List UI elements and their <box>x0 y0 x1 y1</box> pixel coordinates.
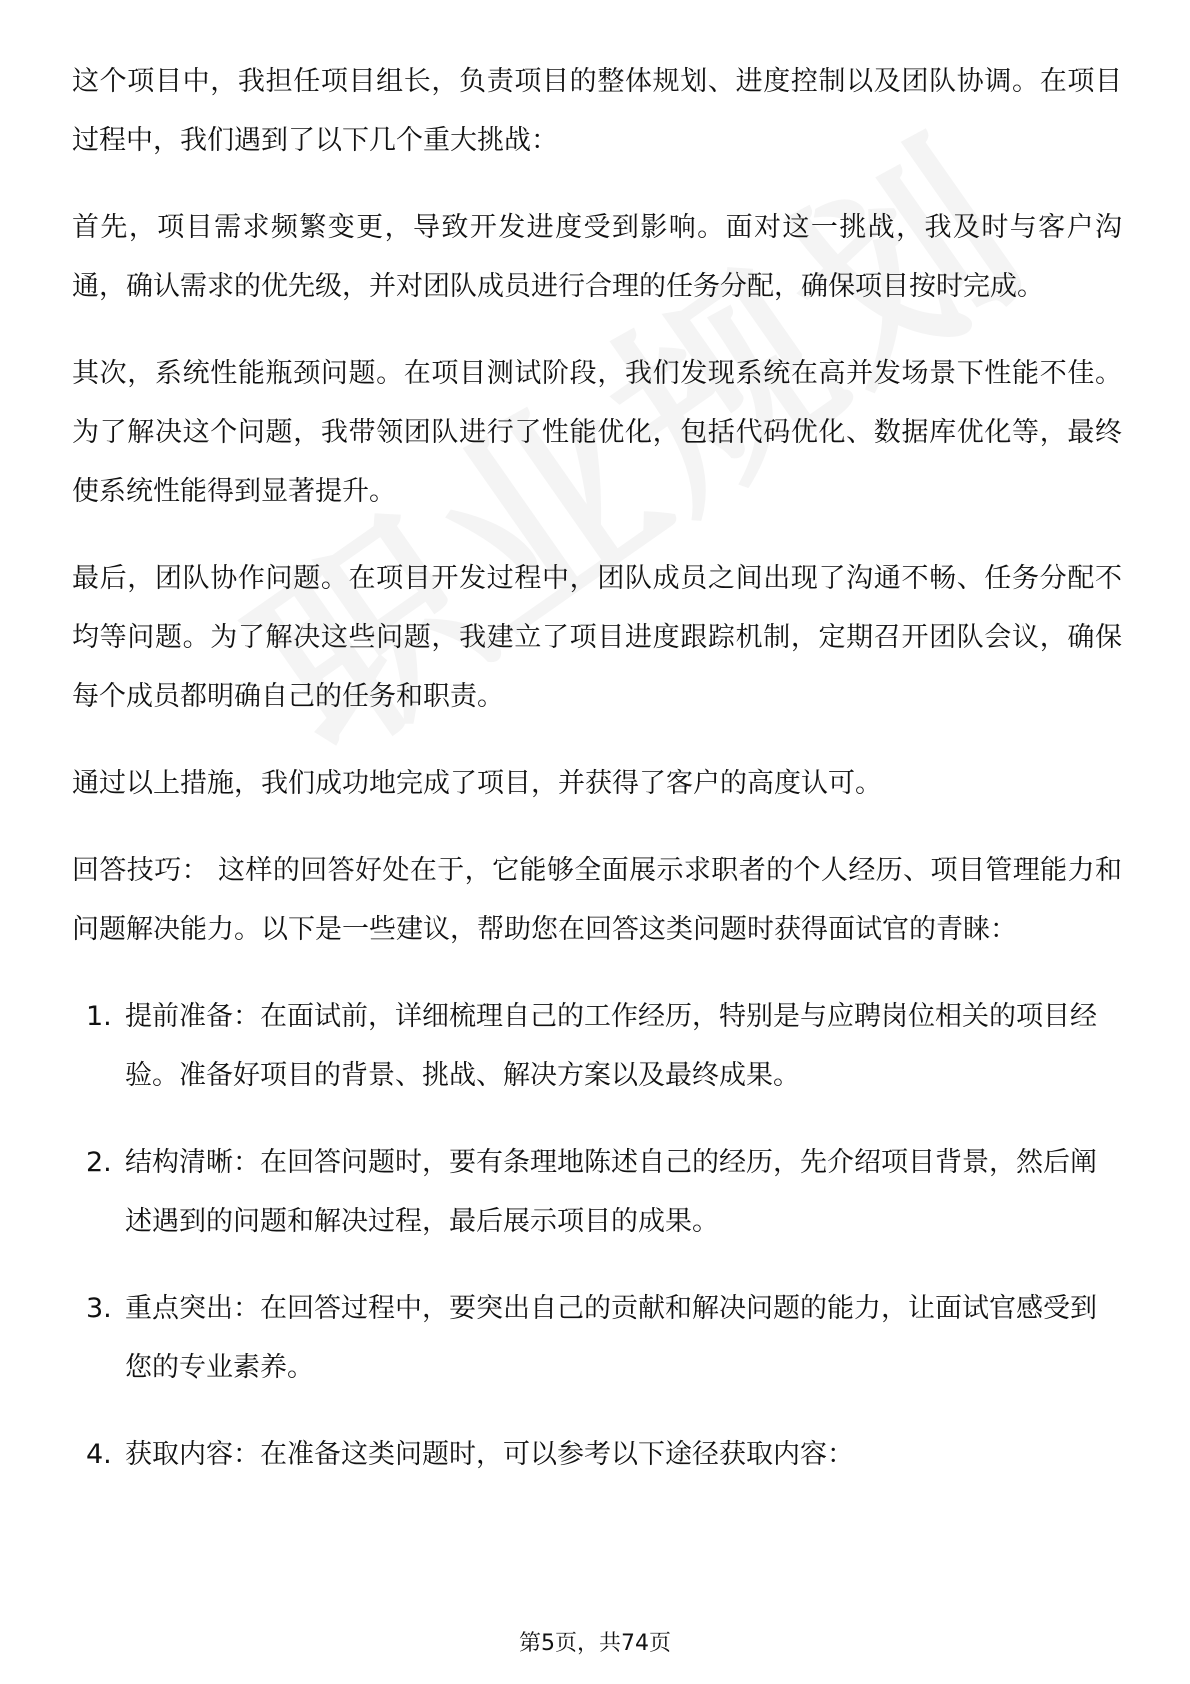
list-item-text: 获取内容：在准备这类问题时，可以参考以下途径获取内容： <box>125 1439 854 1470</box>
list-item-text: 结构清晰：在回答问题时，要有条理地陈述自己的经历，先介绍项目背景，然后阐述遇到的问题和解决过程，最后展示项目的成果。 <box>125 1147 1097 1237</box>
list-item-number: 3. <box>86 1293 112 1324</box>
list-item-text: 提前准备：在面试前，详细梳理自己的工作经历，特别是与应聘岗位相关的项目经验。准备好项目的背景、挑战、解决方案以及最终成果。 <box>125 1001 1097 1091</box>
list-item-number: 1. <box>86 1001 112 1032</box>
paragraph: 最后，团队协作问题。在项目开发过程中，团队成员之间出现了沟通不畅、任务分配不均等问题。为了解决这些问题，我建立了项目进度跟踪机制，定期召开团队会议，确保每个成员都明确自己的任务和职责。 <box>72 563 1122 712</box>
paragraph: 回答技巧： 这样的回答好处在于，它能够全面展示求职者的个人经历、项目管理能力和问题解决能力。以下是一些建议，帮助您在回答这类问题时获得面试官的青睐： <box>72 855 1122 945</box>
list-item-number: 2. <box>86 1147 112 1178</box>
paragraph: 其次，系统性能瓶颈问题。在项目测试阶段，我们发现系统在高并发场景下性能不佳。为了解决这个问题，我带领团队进行了性能优化，包括代码优化、数据库优化等，最终使系统性能得到显著提升。 <box>72 358 1122 507</box>
tips-list <box>72 987 1122 1484</box>
paragraph: 这个项目中，我担任项目组长，负责项目的整体规划、进度控制以及团队协调。在项目过程中，我们遇到了以下几个重大挑战： <box>72 66 1122 156</box>
list-item <box>72 1425 1122 1484</box>
list-item-number: 4. <box>86 1439 112 1470</box>
page-number: 第5页，共74页 <box>519 1631 671 1656</box>
list-item <box>72 1133 1122 1251</box>
paragraph: 通过以上措施，我们成功地完成了项目，并获得了客户的高度认可。 <box>72 768 882 799</box>
page-content <box>72 52 1122 1512</box>
list-item-text: 重点突出：在回答过程中，要突出自己的贡献和解决问题的能力，让面试官感受到您的专业素养。 <box>125 1293 1097 1383</box>
list-item <box>72 1279 1122 1397</box>
paragraph: 首先，项目需求频繁变更，导致开发进度受到影响。面对这一挑战，我及时与客户沟通，确认需求的优先级，并对团队成员进行合理的任务分配，确保项目按时完成。 <box>72 212 1122 302</box>
list-item <box>72 987 1122 1105</box>
